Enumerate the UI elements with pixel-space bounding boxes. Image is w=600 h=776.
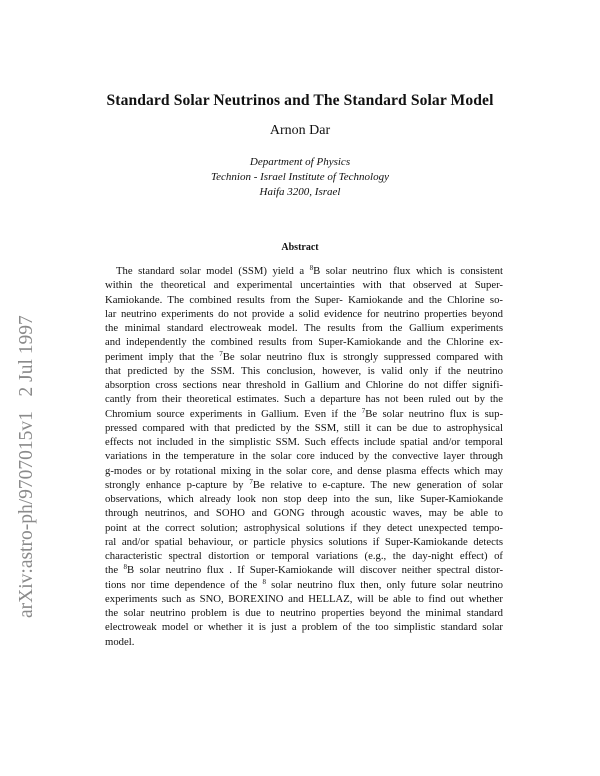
abstract-line: observations, which already look non stop deep into the sun, like Super-Kamiokande bbox=[105, 493, 503, 505]
abstract-line: strongly enhance p-capture by $^7$Be relative to e-capture. The new generation of solar bbox=[105, 477, 503, 491]
isotope-superscript: 8 bbox=[123, 563, 127, 572]
abstract-line: effects not included in the simplistic SSM. Such effects include spatial and/or temporal bbox=[105, 436, 503, 448]
abstract-line: characteristic spectral distortion or temporal variations (e.g., the day-night effect) of bbox=[105, 550, 503, 562]
abstract-line: pressed compared with that predicted by the SSM, still it can be due to astrophysical bbox=[105, 421, 503, 434]
isotope-superscript: 8 bbox=[262, 577, 266, 586]
arxiv-identifier-stamp bbox=[4, 210, 44, 620]
abstract-line: point at the correct solution; astrophysical solutions if they detect unexpected tempo- bbox=[105, 521, 503, 534]
abstract-line: electroweak model or whether it is just a problem of the too simplistic standard solar bbox=[105, 621, 503, 634]
abstract-heading: Abstract bbox=[281, 242, 319, 253]
abstract-line: lar neutrino experiments do not provide a solid evidence for neutrino properties beyond bbox=[105, 307, 503, 320]
isotope-superscript: 8 bbox=[309, 264, 314, 272]
abstract-body bbox=[105, 264, 503, 649]
abstract-line: absorption cross sections near threshold in Gallium and Chlorine do not differ signifi- bbox=[105, 379, 503, 391]
abstract-line: within the theoretical and experimental uncertainties with that observed at Super- bbox=[105, 279, 503, 292]
affiliation-location: Haifa 3200, Israel bbox=[259, 186, 341, 198]
affiliation-department: Department of Physics bbox=[249, 156, 351, 168]
abstract-line: ral and/or spatial behaviour, or particle physics solutions if Super-Kamiokande detects bbox=[105, 535, 503, 548]
author-name: Arnon Dar bbox=[269, 123, 331, 138]
arxiv-identifier-text: arXiv:astro-ph/9707015v1 2 Jul 1997 bbox=[16, 315, 37, 618]
paper-title: Standard Solar Neutrinos and The Standard Solar Model bbox=[106, 92, 494, 109]
abstract-line: and independently the combined results from Super-Kamiokande and the Chlorine ex- bbox=[105, 336, 503, 349]
abstract-line: through neutrinos, and SOHO and GONG through acoustic waves, may be able to bbox=[105, 507, 503, 520]
abstract-line: experiments such as SNO, BOREXINO and HELLAZ, will be able to find out whether bbox=[105, 592, 503, 605]
affiliation-institute: Technion - Israel Institute of Technology bbox=[211, 171, 389, 183]
abstract-line: Kamiokande. The combined results from the Super- Kamiokande and the Chlorine so- bbox=[105, 293, 503, 306]
abstract-line: periment imply that the $^7$Be solar neutrino flux is strongly suppressed compared with bbox=[105, 349, 503, 363]
abstract-line: g-modes or by rotational mixing in the solar core, and dense plasma effects which may bbox=[105, 464, 503, 477]
abstract-line: model. bbox=[105, 635, 135, 648]
abstract-line: Chromium source experiments in Gallium. Even if the $^7$Be solar neutrino flux is sup- bbox=[105, 406, 504, 420]
abstract-line: the minimal standard electroweak model. The results from the Gallium experiments bbox=[105, 322, 503, 334]
abstract-line: The standard solar model (SSM) yield a $^8$B solar neutrino flux which is consistent bbox=[116, 264, 503, 277]
abstract-line: tions nor time dependence of the $^8$ solar neutrino flux then, only future solar neutrino bbox=[105, 577, 503, 591]
abstract-line: the solar neutrino problem is due to neutrino properties beyond the minimal standard bbox=[105, 607, 503, 619]
abstract-line: cantly from their theoretical estimates. Such a departure has not been ruled out by the bbox=[105, 393, 503, 406]
abstract-line: the $^8$B solar neutrino flux . If Super-Kamiokande will discover neither spectral distor- bbox=[105, 563, 503, 577]
isotope-superscript: 7 bbox=[219, 349, 223, 358]
abstract-line: that predicted by the SSM. This conclusion, however, is valid only if the neutrino bbox=[105, 364, 503, 377]
abstract-line: variations in the temperature in the solar core induced by the convective layer through bbox=[105, 450, 503, 463]
isotope-superscript: 7 bbox=[361, 406, 366, 415]
isotope-superscript: 7 bbox=[249, 477, 253, 486]
